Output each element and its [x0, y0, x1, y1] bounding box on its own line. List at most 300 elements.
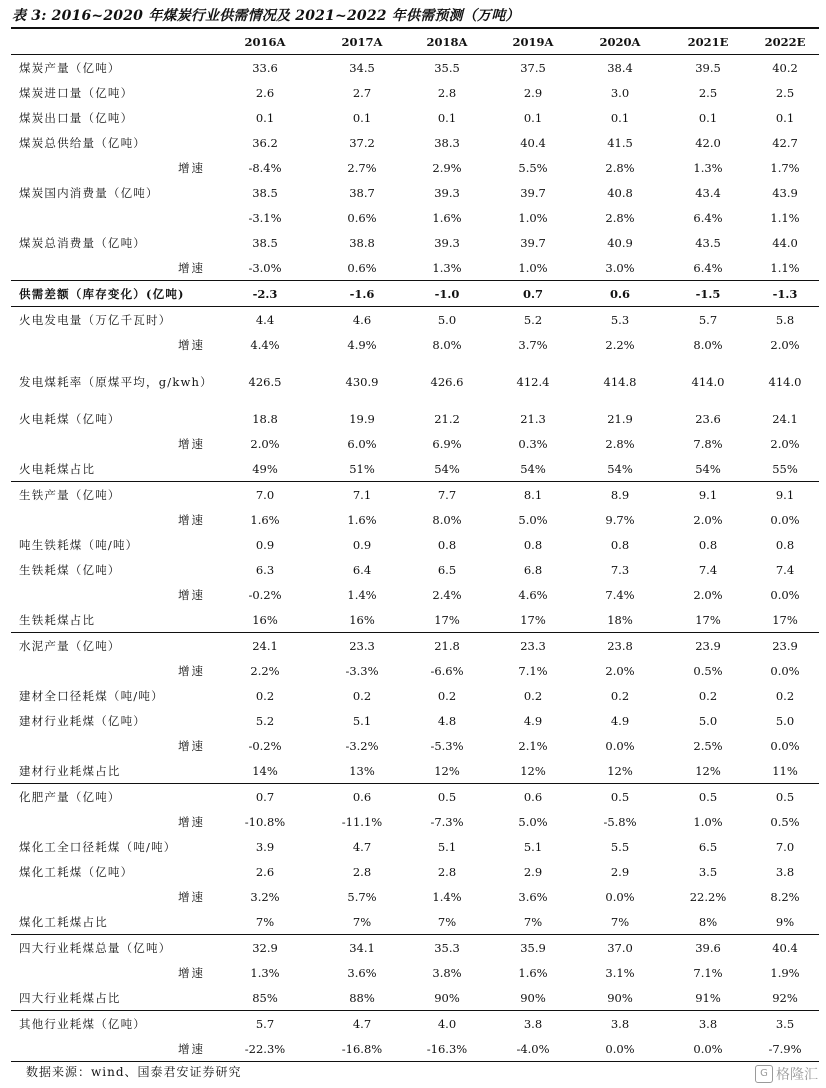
table-cell: 7%	[523, 914, 543, 929]
table-cell: 0.5	[698, 789, 718, 804]
table-cell: 0.0%	[605, 889, 635, 904]
table-cell: 3.0	[610, 85, 630, 100]
table-cell: 0.2	[523, 688, 543, 703]
table-cell: 2.7%	[347, 160, 377, 175]
table-cell: 0.5%	[693, 663, 723, 678]
table-cell: 0.6	[352, 789, 372, 804]
table-row	[11, 255, 819, 280]
row-label: 煤炭总消费量（亿吨）	[19, 235, 146, 250]
table-cell: 54%	[434, 461, 460, 476]
table-cell: 38.3	[434, 135, 460, 150]
table-cell: 24.1	[252, 638, 278, 653]
table-cell: 0.2	[255, 688, 275, 703]
table-cell: 21.3	[520, 411, 546, 426]
table-cell: 5.0	[775, 713, 795, 728]
table-cell: 1.3%	[693, 160, 723, 175]
table-cell: 38.8	[349, 235, 375, 250]
row-label: 增速	[178, 663, 205, 678]
table-cell: 2.5	[698, 85, 718, 100]
table-cell: 2.9	[610, 864, 630, 879]
table-cell: 41.5	[607, 135, 633, 150]
table-row	[11, 507, 819, 532]
table-cell: 2.2%	[250, 663, 280, 678]
table-cell: 40.4	[520, 135, 546, 150]
table-cell: 0.0%	[605, 1041, 635, 1056]
table-cell: 4.9	[610, 713, 630, 728]
table-row	[11, 683, 819, 708]
table-cell: 91%	[695, 990, 721, 1005]
table-cell: 2.9	[523, 85, 543, 100]
table-cell: 23.6	[695, 411, 721, 426]
table-row	[11, 733, 819, 758]
table-cell: 5.0%	[518, 814, 548, 829]
table-cell: 4.8	[437, 713, 457, 728]
table-cell: -7.9%	[768, 1041, 802, 1056]
table-cell: 3.8	[698, 1016, 718, 1031]
table-row	[11, 582, 819, 607]
table-row	[11, 357, 819, 406]
table-cell: 6.4%	[693, 210, 723, 225]
table-cell: 3.8	[775, 864, 795, 879]
table-cell: 6.5	[698, 839, 718, 854]
row-label: 供需差额（库存变化）(亿吨)	[19, 286, 185, 301]
table-body	[11, 55, 819, 1062]
table-cell: 7.4	[698, 562, 718, 577]
table-cell: 0.2	[352, 688, 372, 703]
table-cell: 2.2%	[605, 337, 635, 352]
table-cell: 4.4	[255, 312, 275, 327]
table-cell: 4.9	[523, 713, 543, 728]
table-cell: 13%	[349, 763, 375, 778]
table-cell: 23.3	[520, 638, 546, 653]
table-cell: 14%	[252, 763, 278, 778]
table-cell: 426.6	[430, 374, 464, 389]
table-cell: 6.4%	[693, 260, 723, 275]
table-cell: -22.3%	[244, 1041, 286, 1056]
table-cell: -8.4%	[248, 160, 282, 175]
table-cell: 23.9	[695, 638, 721, 653]
table-cell: 23.9	[772, 638, 798, 653]
table-cell: 5.7%	[347, 889, 377, 904]
row-label: 生铁耗煤占比	[19, 612, 96, 627]
table-cell: 5.8	[775, 312, 795, 327]
table-cell: 39.6	[695, 940, 721, 955]
table-cell: 7%	[352, 914, 372, 929]
table-cell: 36.2	[252, 135, 278, 150]
table-cell: 2.5	[775, 85, 795, 100]
table-cell: 0.0%	[770, 663, 800, 678]
table-cell: 412.4	[516, 374, 550, 389]
table-row	[11, 230, 819, 255]
table-cell: 0.8	[775, 537, 795, 552]
table-cell: 90%	[520, 990, 546, 1005]
table-row	[11, 130, 819, 155]
table-cell: 0.6	[609, 286, 630, 301]
table-row	[11, 1036, 819, 1062]
table-header-row	[11, 27, 819, 55]
table-cell: 5.7	[698, 312, 718, 327]
table-cell: 0.0%	[605, 738, 635, 753]
table-cell: -10.8%	[244, 814, 286, 829]
table-cell: -7.3%	[430, 814, 464, 829]
table-cell: 12%	[695, 763, 721, 778]
table-row	[11, 406, 819, 431]
table-cell: 1.3%	[250, 965, 280, 980]
data-source-note: 数据来源：wind、国泰君安证券研究	[26, 1065, 242, 1079]
table-cell: 0.8	[437, 537, 457, 552]
table-cell: 40.4	[772, 940, 798, 955]
table-row	[11, 1010, 819, 1036]
table-cell: 4.6	[352, 312, 372, 327]
table-cell: 0.3%	[518, 436, 548, 451]
table-cell: 6.0%	[347, 436, 377, 451]
table-cell: 5.7	[255, 1016, 275, 1031]
row-label: 建材全口径耗煤（吨/吨）	[19, 688, 164, 703]
table-cell: 0.2	[775, 688, 795, 703]
table-cell: 0.8	[610, 537, 630, 552]
table-cell: 7%	[610, 914, 630, 929]
table-row	[11, 783, 819, 809]
header-2017a: 2017A	[341, 34, 383, 49]
table-cell: 44.0	[772, 235, 798, 250]
supply-demand-table	[11, 27, 819, 1062]
row-label: 四大行业耗煤总量（亿吨）	[19, 940, 172, 955]
table-cell: 7.4	[775, 562, 795, 577]
table-cell: 5.2	[523, 312, 543, 327]
table-cell: 0.5	[610, 789, 630, 804]
row-label: 煤炭产量（亿吨）	[19, 60, 121, 75]
table-cell: 7.1%	[518, 663, 548, 678]
table-cell: 2.4%	[432, 587, 462, 602]
table-row	[11, 306, 819, 332]
table-cell: 16%	[252, 612, 278, 627]
table-cell: 34.5	[349, 60, 375, 75]
table-cell: -1.3	[772, 286, 798, 301]
row-label: 生铁耗煤（亿吨）	[19, 562, 121, 577]
table-cell: 1.6%	[347, 512, 377, 527]
row-label: 增速	[178, 260, 205, 275]
table-row	[11, 607, 819, 632]
table-cell: 2.0%	[693, 512, 723, 527]
table-cell: 5.3	[610, 312, 630, 327]
table-cell: 8.0%	[432, 512, 462, 527]
table-cell: 3.6%	[518, 889, 548, 904]
table-cell: 2.5%	[693, 738, 723, 753]
table-cell: 23.8	[607, 638, 633, 653]
table-cell: 414.8	[603, 374, 637, 389]
table-cell: 0.1	[698, 110, 718, 125]
row-label: 火电耗煤（亿吨）	[19, 411, 121, 426]
row-label: 煤炭总供给量（亿吨）	[19, 135, 146, 150]
table-cell: 2.0%	[250, 436, 280, 451]
table-cell: 0.0%	[770, 512, 800, 527]
table-cell: 3.9	[255, 839, 275, 854]
table-row	[11, 909, 819, 934]
table-cell: 3.5	[698, 864, 718, 879]
table-row	[11, 859, 819, 884]
table-cell: 3.6%	[347, 965, 377, 980]
table-cell: 4.0	[437, 1016, 457, 1031]
table-title: 表 3: 2016~2020 年煤炭行业供需情况及 2021~2022 年供需预测（万吨）	[12, 8, 520, 24]
row-label: 煤化工全口径耗煤（吨/吨）	[19, 839, 177, 854]
table-cell: 3.7%	[518, 337, 548, 352]
watermark	[755, 1064, 818, 1084]
table-cell: 5.5%	[518, 160, 548, 175]
table-cell: -2.3	[252, 286, 278, 301]
table-cell: 90%	[434, 990, 460, 1005]
table-cell: 1.6%	[250, 512, 280, 527]
header-2022e: 2022E	[764, 34, 806, 49]
table-cell: 5.1	[523, 839, 543, 854]
table-row	[11, 431, 819, 456]
row-label: 煤炭进口量（亿吨）	[19, 85, 134, 100]
table-cell: 1.4%	[347, 587, 377, 602]
table-cell: 7.4%	[605, 587, 635, 602]
table-cell: 39.7	[520, 235, 546, 250]
table-cell: 40.2	[772, 60, 798, 75]
table-cell: -1.5	[695, 286, 721, 301]
row-label: 增速	[178, 814, 205, 829]
row-label: 增速	[178, 337, 205, 352]
row-label: 化肥产量（亿吨）	[19, 789, 121, 804]
table-cell: 1.1%	[770, 260, 800, 275]
table-cell: 90%	[607, 990, 633, 1005]
table-cell: 426.5	[248, 374, 282, 389]
table-cell: 0.2	[698, 688, 718, 703]
watermark-logo-icon: G	[755, 1065, 773, 1083]
table-cell: 1.0%	[693, 814, 723, 829]
row-label: 增速	[178, 587, 205, 602]
table-row	[11, 884, 819, 909]
table-cell: 21.9	[607, 411, 633, 426]
table-cell: 9%	[775, 914, 795, 929]
table-cell: 39.7	[520, 185, 546, 200]
table-cell: -5.8%	[603, 814, 637, 829]
table-cell: 6.5	[437, 562, 457, 577]
table-cell: 42.0	[695, 135, 721, 150]
table-cell: 23.3	[349, 638, 375, 653]
table-cell: 3.1%	[605, 965, 635, 980]
table-cell: 55%	[772, 461, 798, 476]
table-row	[11, 155, 819, 180]
table-cell: 7.0	[775, 839, 795, 854]
table-cell: 0.5%	[770, 814, 800, 829]
row-label: 吨生铁耗煤（吨/吨）	[19, 537, 139, 552]
table-cell: 5.0	[698, 713, 718, 728]
row-label: 火电发电量（万亿千瓦时）	[19, 312, 172, 327]
table-cell: 37.5	[520, 60, 546, 75]
table-cell: 17%	[434, 612, 460, 627]
table-cell: 40.9	[607, 235, 633, 250]
table-cell: 4.7	[352, 839, 372, 854]
table-cell: 38.7	[349, 185, 375, 200]
table-cell: 7.1	[352, 487, 372, 502]
table-cell: 2.8	[437, 85, 457, 100]
table-cell: 8.1	[523, 487, 543, 502]
table-cell: 12%	[434, 763, 460, 778]
table-cell: 4.4%	[250, 337, 280, 352]
table-row	[11, 55, 819, 80]
table-cell: -6.6%	[430, 663, 464, 678]
table-cell: 5.5	[610, 839, 630, 854]
table-cell: 39.3	[434, 235, 460, 250]
table-cell: 21.2	[434, 411, 460, 426]
table-cell: 7.1%	[693, 965, 723, 980]
table-cell: -4.0%	[516, 1041, 550, 1056]
table-cell: 5.0%	[518, 512, 548, 527]
table-row	[11, 532, 819, 557]
table-cell: 4.9%	[347, 337, 377, 352]
table-cell: 1.6%	[432, 210, 462, 225]
row-label: 增速	[178, 512, 205, 527]
table-cell: 22.2%	[689, 889, 727, 904]
table-cell: 12%	[607, 763, 633, 778]
table-cell: 0.5	[437, 789, 457, 804]
row-label: 发电煤耗率（原煤平均，g/kwh）	[19, 374, 213, 389]
table-cell: -1.0	[434, 286, 460, 301]
header-2018a: 2018A	[426, 34, 468, 49]
row-label: 建材行业耗煤占比	[19, 763, 121, 778]
table-cell: 1.3%	[432, 260, 462, 275]
table-row	[11, 934, 819, 960]
row-label: 火电耗煤占比	[19, 461, 96, 476]
table-cell: 2.8%	[605, 160, 635, 175]
table-cell: 3.0%	[605, 260, 635, 275]
table-cell: 2.9%	[432, 160, 462, 175]
table-cell: 17%	[772, 612, 798, 627]
table-cell: 2.0%	[693, 587, 723, 602]
table-cell: 34.1	[349, 940, 375, 955]
table-cell: 16%	[349, 612, 375, 627]
table-cell: 24.1	[772, 411, 798, 426]
table-row	[11, 332, 819, 357]
table-cell: 54%	[607, 461, 633, 476]
table-cell: 43.4	[695, 185, 721, 200]
table-cell: 7%	[255, 914, 275, 929]
table-cell: 7.3	[610, 562, 630, 577]
table-cell: 2.0%	[770, 337, 800, 352]
table-cell: 2.8	[352, 864, 372, 879]
table-cell: 18%	[607, 612, 633, 627]
table-cell: 12%	[520, 763, 546, 778]
table-row	[11, 105, 819, 130]
table-cell: -3.1%	[248, 210, 282, 225]
table-cell: 0.1	[437, 110, 457, 125]
table-cell: 2.0%	[770, 436, 800, 451]
table-cell: 414.0	[691, 374, 725, 389]
table-cell: 43.9	[772, 185, 798, 200]
table-cell: 92%	[772, 990, 798, 1005]
table-row	[11, 708, 819, 733]
table-row	[11, 758, 819, 783]
table-cell: 2.9	[523, 864, 543, 879]
table-cell: 11%	[772, 763, 798, 778]
table-cell: 5.2	[255, 713, 275, 728]
header-2021e: 2021E	[687, 34, 729, 49]
table-row	[11, 557, 819, 582]
table-cell: 37.2	[349, 135, 375, 150]
table-row	[11, 985, 819, 1010]
table-cell: 0.8	[698, 537, 718, 552]
table-row	[11, 658, 819, 683]
row-label: 建材行业耗煤（亿吨）	[19, 713, 146, 728]
table-cell: 6.3	[255, 562, 275, 577]
table-cell: 37.0	[607, 940, 633, 955]
table-cell: -1.6	[349, 286, 375, 301]
table-cell: 39.5	[695, 60, 721, 75]
table-cell: -3.0%	[248, 260, 282, 275]
table-cell: 18.8	[252, 411, 278, 426]
table-row	[11, 834, 819, 859]
table-cell: 0.7	[522, 286, 543, 301]
table-cell: 54%	[520, 461, 546, 476]
table-cell: 4.7	[352, 1016, 372, 1031]
table-cell: 3.5	[775, 1016, 795, 1031]
table-cell: 8.2%	[770, 889, 800, 904]
row-label: 增速	[178, 889, 205, 904]
table-cell: 8.0%	[693, 337, 723, 352]
table-cell: 0.1	[352, 110, 372, 125]
table-cell: 0.9	[352, 537, 372, 552]
row-label: 增速	[178, 160, 205, 175]
table-cell: 430.9	[345, 374, 379, 389]
table-cell: 32.9	[252, 940, 278, 955]
table-cell: 2.1%	[518, 738, 548, 753]
table-cell: 1.1%	[770, 210, 800, 225]
row-label: 煤炭国内消费量（亿吨）	[19, 185, 159, 200]
table-cell: 3.2%	[250, 889, 280, 904]
header-2019a: 2019A	[512, 34, 554, 49]
table-row	[11, 280, 819, 306]
table-cell: 1.7%	[770, 160, 800, 175]
table-cell: 6.4	[352, 562, 372, 577]
table-cell: 1.6%	[518, 965, 548, 980]
row-label: 增速	[178, 965, 205, 980]
table-cell: 0.7	[255, 789, 275, 804]
table-cell: -5.3%	[430, 738, 464, 753]
header-2016a: 2016A	[244, 34, 286, 49]
table-row	[11, 456, 819, 481]
table-cell: 2.8%	[605, 436, 635, 451]
table-row	[11, 960, 819, 985]
row-label: 增速	[178, 436, 205, 451]
table-cell: 54%	[695, 461, 721, 476]
table-row	[11, 809, 819, 834]
table-cell: 85%	[252, 990, 278, 1005]
table-row	[11, 481, 819, 507]
table-cell: 33.6	[252, 60, 278, 75]
table-cell: 35.9	[520, 940, 546, 955]
table-cell: 5.1	[437, 839, 457, 854]
table-cell: 43.5	[695, 235, 721, 250]
row-label: 煤炭出口量（亿吨）	[19, 110, 134, 125]
table-row	[11, 632, 819, 658]
table-cell: 0.0%	[770, 738, 800, 753]
table-cell: 2.8%	[605, 210, 635, 225]
row-label: 生铁产量（亿吨）	[19, 487, 121, 502]
table-cell: 0.0%	[693, 1041, 723, 1056]
table-cell: 0.2	[437, 688, 457, 703]
table-cell: 0.1	[255, 110, 275, 125]
table-cell: 0.1	[610, 110, 630, 125]
table-cell: 0.2	[610, 688, 630, 703]
table-cell: -11.1%	[341, 814, 383, 829]
table-cell: 1.0%	[518, 260, 548, 275]
row-label: 增速	[178, 738, 205, 753]
table-cell: 0.5	[775, 789, 795, 804]
table-cell: 3.8	[523, 1016, 543, 1031]
table-cell: 17%	[695, 612, 721, 627]
